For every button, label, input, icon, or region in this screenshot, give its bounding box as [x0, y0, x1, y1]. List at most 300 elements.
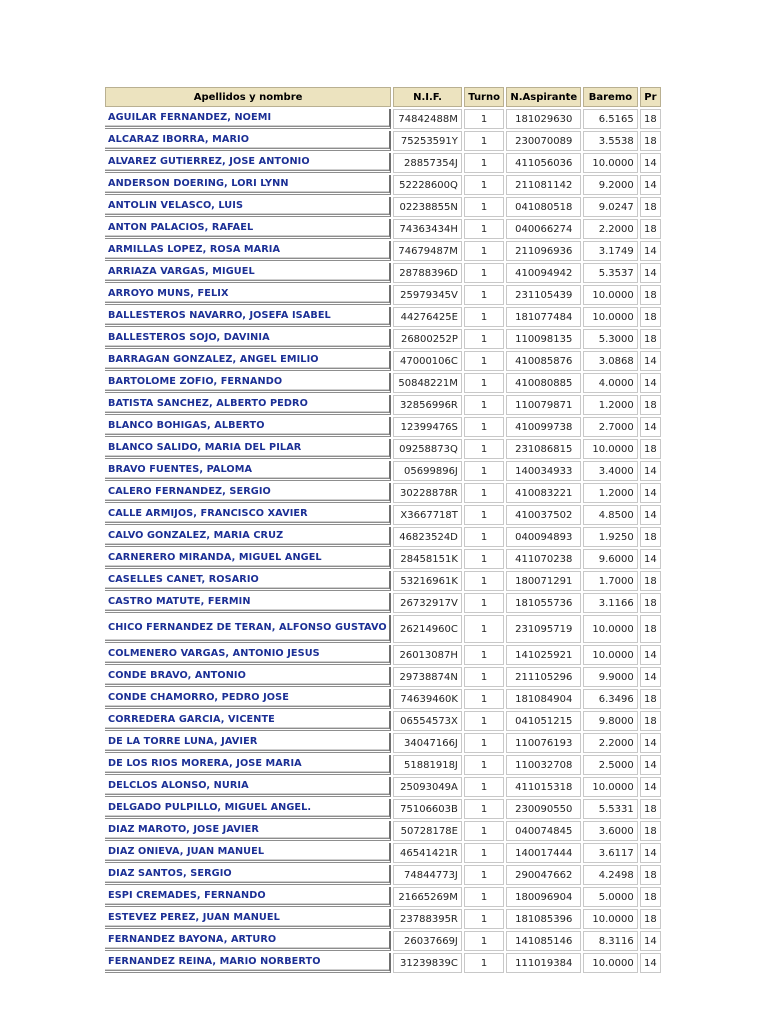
aspirant-name-link[interactable]: BLANCO BOHIGAS, ALBERTO — [108, 420, 265, 431]
cell-nif: 46541421R — [393, 843, 462, 863]
cell-nif: 44276425E — [393, 307, 462, 327]
cell-baremo: 10.0000 — [583, 953, 638, 973]
aspirant-name-link[interactable]: DIAZ MAROTO, JOSE JAVIER — [108, 824, 259, 835]
cell-baremo: 6.5165 — [583, 109, 638, 129]
aspirant-name-link[interactable]: CHICO FERNANDEZ DE TERAN, ALFONSO GUSTAVO — [108, 622, 387, 633]
cell-baremo: 1.2000 — [583, 395, 638, 415]
cell-baremo: 5.3000 — [583, 329, 638, 349]
cell-name[interactable] — [105, 439, 391, 459]
table-row — [105, 777, 661, 797]
cell-turno: 1 — [464, 645, 504, 665]
cell-turno: 1 — [464, 527, 504, 547]
cell-name[interactable] — [105, 153, 391, 173]
cell-nif: 74844773J — [393, 865, 462, 885]
cell-pr: 18 — [640, 593, 661, 613]
aspirant-name-link[interactable]: ALCARAZ IBORRA, MARIO — [108, 134, 250, 145]
cell-aspirante: 231095719 — [506, 615, 581, 643]
cell-name[interactable] — [105, 219, 391, 239]
cell-baremo: 10.0000 — [583, 153, 638, 173]
aspirant-name-link[interactable]: ESPI CREMADES, FERNANDO — [108, 890, 266, 901]
table-row — [105, 953, 661, 973]
cell-nif: 26800252P — [393, 329, 462, 349]
table-header-row — [105, 87, 661, 107]
cell-baremo: 3.5538 — [583, 131, 638, 151]
cell-name[interactable] — [105, 615, 391, 643]
header-turno: Turno — [464, 87, 504, 107]
cell-name[interactable] — [105, 109, 391, 129]
aspirant-name-link[interactable]: CASELLES CANET, ROSARIO — [108, 574, 259, 585]
aspirant-name-link[interactable]: ARROYO MUNS, FELIX — [108, 288, 229, 299]
table-row — [105, 461, 661, 481]
cell-name[interactable] — [105, 821, 391, 841]
aspirant-name-link[interactable]: DELGADO PULPILLO, MIGUEL ANGEL. — [108, 802, 312, 813]
cell-aspirante: 211105296 — [506, 667, 581, 687]
cell-aspirante: 140017444 — [506, 843, 581, 863]
cell-pr: 14 — [640, 645, 661, 665]
cell-aspirante: 290047662 — [506, 865, 581, 885]
aspirant-name-link[interactable]: DE LA TORRE LUNA, JAVIER — [108, 736, 258, 747]
aspirant-name-link[interactable]: FERNANDEZ REINA, MARIO NORBERTO — [108, 956, 321, 967]
table-row — [105, 593, 661, 613]
cell-nif: 75253591Y — [393, 131, 462, 151]
aspirant-name-link[interactable]: ANDERSON DOERING, LORI LYNN — [108, 178, 289, 189]
cell-name[interactable] — [105, 483, 391, 503]
table-row — [105, 351, 661, 371]
cell-pr: 18 — [640, 821, 661, 841]
aspirant-name-link[interactable]: COLMENERO VARGAS, ANTONIO JESUS — [108, 648, 320, 659]
aspirant-name-link[interactable]: BRAVO FUENTES, PALOMA — [108, 464, 253, 475]
cell-baremo: 10.0000 — [583, 615, 638, 643]
cell-name[interactable] — [105, 395, 391, 415]
cell-pr: 14 — [640, 351, 661, 371]
aspirant-name-link[interactable]: CALLE ARMIJOS, FRANCISCO XAVIER — [108, 508, 308, 519]
cell-nif: X3667718T — [393, 505, 462, 525]
table-row — [105, 733, 661, 753]
cell-name[interactable] — [105, 175, 391, 195]
table-row — [105, 865, 661, 885]
cell-aspirante: 410099738 — [506, 417, 581, 437]
aspirant-name-link[interactable]: BARRAGAN GONZALEZ, ANGEL EMILIO — [108, 354, 319, 365]
table-row — [105, 219, 661, 239]
cell-turno: 1 — [464, 483, 504, 503]
table-row — [105, 153, 661, 173]
cell-turno: 1 — [464, 197, 504, 217]
table-row — [105, 307, 661, 327]
cell-pr: 14 — [640, 175, 661, 195]
table-row — [105, 505, 661, 525]
cell-pr: 18 — [640, 711, 661, 731]
cell-nif: 28458151K — [393, 549, 462, 569]
cell-aspirante: 411070238 — [506, 549, 581, 569]
cell-baremo: 6.3496 — [583, 689, 638, 709]
cell-nif: 02238855N — [393, 197, 462, 217]
cell-name[interactable] — [105, 307, 391, 327]
table-row — [105, 175, 661, 195]
header-baremo: Baremo — [583, 87, 638, 107]
cell-pr: 18 — [640, 219, 661, 239]
cell-baremo: 10.0000 — [583, 777, 638, 797]
cell-turno: 1 — [464, 733, 504, 753]
cell-baremo: 9.0247 — [583, 197, 638, 217]
aspirant-name-link[interactable]: DIAZ ONIEVA, JUAN MANUEL — [108, 846, 265, 857]
table-row — [105, 373, 661, 393]
cell-aspirante: 230070089 — [506, 131, 581, 151]
cell-pr: 14 — [640, 241, 661, 261]
table-row — [105, 755, 661, 775]
cell-nif: 52228600Q — [393, 175, 462, 195]
cell-name[interactable] — [105, 733, 391, 753]
cell-baremo: 1.7000 — [583, 571, 638, 591]
cell-turno: 1 — [464, 799, 504, 819]
table-body — [105, 109, 661, 973]
cell-pr: 18 — [640, 109, 661, 129]
cell-nif: 25093049A — [393, 777, 462, 797]
cell-nif: 74639460K — [393, 689, 462, 709]
aspirant-name-link[interactable]: CONDE CHAMORRO, PEDRO JOSE — [108, 692, 289, 703]
cell-aspirante: 141085146 — [506, 931, 581, 951]
cell-name[interactable] — [105, 197, 391, 217]
cell-pr: 18 — [640, 307, 661, 327]
aspirant-name-link[interactable]: BLANCO SALIDO, MARIA DEL PILAR — [108, 442, 302, 453]
header-nif: N.I.F. — [393, 87, 462, 107]
aspirant-name-link[interactable]: ARRIAZA VARGAS, MIGUEL — [108, 266, 255, 277]
cell-baremo: 10.0000 — [583, 909, 638, 929]
table-row — [105, 571, 661, 591]
cell-pr: 14 — [640, 777, 661, 797]
cell-pr: 18 — [640, 799, 661, 819]
cell-aspirante: 181084904 — [506, 689, 581, 709]
cell-name[interactable] — [105, 645, 391, 665]
cell-turno: 1 — [464, 549, 504, 569]
cell-pr: 14 — [640, 843, 661, 863]
cell-baremo: 9.9000 — [583, 667, 638, 687]
aspirants-table-container — [105, 85, 663, 975]
cell-pr: 18 — [640, 395, 661, 415]
cell-pr: 18 — [640, 571, 661, 591]
cell-pr: 14 — [640, 505, 661, 525]
cell-nif: 31239839C — [393, 953, 462, 973]
cell-turno: 1 — [464, 777, 504, 797]
cell-nif: 26013087H — [393, 645, 462, 665]
aspirant-name-link[interactable]: ANTOLIN VELASCO, LUIS — [108, 200, 244, 211]
aspirant-name-link[interactable]: CONDE BRAVO, ANTONIO — [108, 670, 246, 681]
cell-pr: 14 — [640, 549, 661, 569]
cell-pr: 18 — [640, 887, 661, 907]
cell-baremo: 4.2498 — [583, 865, 638, 885]
cell-name[interactable] — [105, 799, 391, 819]
cell-aspirante: 141025921 — [506, 645, 581, 665]
cell-pr: 18 — [640, 285, 661, 305]
cell-name[interactable] — [105, 241, 391, 261]
cell-nif: 75106603B — [393, 799, 462, 819]
cell-nif: 51881918J — [393, 755, 462, 775]
header-apellidos-nombre: Apellidos y nombre — [105, 87, 391, 107]
cell-pr: 18 — [640, 615, 661, 643]
cell-pr: 14 — [640, 733, 661, 753]
cell-nif: 32856996R — [393, 395, 462, 415]
cell-pr: 14 — [640, 417, 661, 437]
cell-turno: 1 — [464, 307, 504, 327]
aspirant-name-link[interactable]: DE LOS RIOS MORERA, JOSE MARIA — [108, 758, 302, 769]
aspirant-name-link[interactable]: CORREDERA GARCIA, VICENTE — [108, 714, 275, 725]
cell-baremo: 1.2000 — [583, 483, 638, 503]
cell-baremo: 3.1749 — [583, 241, 638, 261]
cell-turno: 1 — [464, 505, 504, 525]
cell-turno: 1 — [464, 843, 504, 863]
cell-pr: 14 — [640, 755, 661, 775]
cell-nif: 21665269M — [393, 887, 462, 907]
cell-name[interactable] — [105, 263, 391, 283]
cell-nif: 74679487M — [393, 241, 462, 261]
cell-name[interactable] — [105, 667, 391, 687]
cell-baremo: 5.0000 — [583, 887, 638, 907]
table-row — [105, 417, 661, 437]
cell-name[interactable] — [105, 549, 391, 569]
cell-pr: 18 — [640, 527, 661, 547]
table-row — [105, 843, 661, 863]
cell-baremo: 4.0000 — [583, 373, 638, 393]
cell-pr: 18 — [640, 329, 661, 349]
aspirant-name-link[interactable]: BARTOLOME ZOFIO, FERNANDO — [108, 376, 283, 387]
table-row — [105, 887, 661, 907]
cell-name[interactable] — [105, 755, 391, 775]
cell-pr: 14 — [640, 461, 661, 481]
cell-baremo: 2.7000 — [583, 417, 638, 437]
cell-aspirante: 181055736 — [506, 593, 581, 613]
cell-name[interactable] — [105, 887, 391, 907]
cell-turno: 1 — [464, 615, 504, 643]
cell-turno: 1 — [464, 131, 504, 151]
cell-turno: 1 — [464, 461, 504, 481]
cell-name[interactable] — [105, 909, 391, 929]
cell-aspirante: 110079871 — [506, 395, 581, 415]
cell-turno: 1 — [464, 153, 504, 173]
cell-name[interactable] — [105, 843, 391, 863]
table-row — [105, 821, 661, 841]
cell-name[interactable] — [105, 351, 391, 371]
cell-turno: 1 — [464, 219, 504, 239]
aspirant-name-link[interactable]: BALLESTEROS SOJO, DAVINIA — [108, 332, 270, 343]
table-row — [105, 549, 661, 569]
cell-nif: 34047166J — [393, 733, 462, 753]
table-row — [105, 197, 661, 217]
cell-name[interactable] — [105, 931, 391, 951]
cell-pr: 18 — [640, 197, 661, 217]
cell-pr: 14 — [640, 931, 661, 951]
cell-baremo: 4.8500 — [583, 505, 638, 525]
cell-baremo: 10.0000 — [583, 307, 638, 327]
cell-aspirante: 410037502 — [506, 505, 581, 525]
aspirants-table — [103, 85, 663, 975]
cell-turno: 1 — [464, 417, 504, 437]
cell-turno: 1 — [464, 865, 504, 885]
aspirant-name-link[interactable]: DIAZ SANTOS, SERGIO — [108, 868, 232, 879]
cell-aspirante: 231086815 — [506, 439, 581, 459]
cell-pr: 18 — [640, 909, 661, 929]
cell-turno: 1 — [464, 711, 504, 731]
cell-aspirante: 231105439 — [506, 285, 581, 305]
cell-nif: 50728178E — [393, 821, 462, 841]
cell-turno: 1 — [464, 241, 504, 261]
cell-pr: 14 — [640, 263, 661, 283]
cell-name[interactable] — [105, 505, 391, 525]
cell-turno: 1 — [464, 263, 504, 283]
aspirant-name-link[interactable]: CARNERERO MIRANDA, MIGUEL ANGEL — [108, 552, 322, 563]
cell-turno: 1 — [464, 395, 504, 415]
cell-aspirante: 180096904 — [506, 887, 581, 907]
cell-nif: 28857354J — [393, 153, 462, 173]
cell-aspirante: 410080885 — [506, 373, 581, 393]
cell-baremo: 5.3537 — [583, 263, 638, 283]
table-row — [105, 711, 661, 731]
cell-name[interactable] — [105, 329, 391, 349]
cell-nif: 23788395R — [393, 909, 462, 929]
cell-turno: 1 — [464, 439, 504, 459]
cell-baremo: 2.2000 — [583, 733, 638, 753]
cell-nif: 26214960C — [393, 615, 462, 643]
cell-aspirante: 140034933 — [506, 461, 581, 481]
table-row — [105, 285, 661, 305]
cell-aspirante: 181029630 — [506, 109, 581, 129]
cell-name[interactable] — [105, 527, 391, 547]
cell-aspirante: 041080518 — [506, 197, 581, 217]
cell-pr: 14 — [640, 953, 661, 973]
aspirant-name-link[interactable]: CALVO GONZALEZ, MARIA CRUZ — [108, 530, 284, 541]
cell-nif: 29738874N — [393, 667, 462, 687]
cell-nif: 09258873Q — [393, 439, 462, 459]
cell-name[interactable] — [105, 593, 391, 613]
cell-pr: 14 — [640, 667, 661, 687]
aspirant-name-link[interactable]: AGUILAR FERNANDEZ, NOEMI — [108, 112, 272, 123]
table-row — [105, 241, 661, 261]
cell-aspirante: 110076193 — [506, 733, 581, 753]
cell-baremo: 9.2000 — [583, 175, 638, 195]
cell-turno: 1 — [464, 931, 504, 951]
cell-turno: 1 — [464, 373, 504, 393]
cell-nif: 06554573X — [393, 711, 462, 731]
cell-turno: 1 — [464, 593, 504, 613]
cell-aspirante: 040066274 — [506, 219, 581, 239]
header-pr: Pr — [640, 87, 661, 107]
cell-name[interactable] — [105, 131, 391, 151]
cell-baremo: 3.6000 — [583, 821, 638, 841]
cell-turno: 1 — [464, 887, 504, 907]
cell-aspirante: 041051215 — [506, 711, 581, 731]
cell-turno: 1 — [464, 571, 504, 591]
cell-name[interactable] — [105, 953, 391, 973]
aspirant-name-link[interactable]: ALVAREZ GUTIERREZ, JOSE ANTONIO — [108, 156, 310, 167]
cell-turno: 1 — [464, 909, 504, 929]
cell-nif: 25979345V — [393, 285, 462, 305]
cell-baremo: 2.5000 — [583, 755, 638, 775]
cell-name[interactable] — [105, 571, 391, 591]
cell-aspirante: 181077484 — [506, 307, 581, 327]
aspirant-name-link[interactable]: ESTEVEZ PEREZ, JUAN MANUEL — [108, 912, 280, 923]
cell-baremo: 1.9250 — [583, 527, 638, 547]
cell-aspirante: 040094893 — [506, 527, 581, 547]
cell-pr: 18 — [640, 689, 661, 709]
cell-baremo: 9.6000 — [583, 549, 638, 569]
cell-nif: 26732917V — [393, 593, 462, 613]
aspirant-name-link[interactable]: BALLESTEROS NAVARRO, JOSEFA ISABEL — [108, 310, 331, 321]
table-row — [105, 131, 661, 151]
aspirant-name-link[interactable]: BATISTA SANCHEZ, ALBERTO PEDRO — [108, 398, 308, 409]
cell-aspirante: 411015318 — [506, 777, 581, 797]
table-row — [105, 439, 661, 459]
cell-aspirante: 211081142 — [506, 175, 581, 195]
cell-nif: 47000106C — [393, 351, 462, 371]
table-row — [105, 667, 661, 687]
aspirant-name-link[interactable]: DELCLOS ALONSO, NURIA — [108, 780, 249, 791]
cell-aspirante: 110098135 — [506, 329, 581, 349]
cell-aspirante: 411056036 — [506, 153, 581, 173]
table-row — [105, 109, 661, 129]
cell-nif: 05699896J — [393, 461, 462, 481]
cell-baremo: 9.8000 — [583, 711, 638, 731]
cell-name[interactable] — [105, 689, 391, 709]
aspirant-name-link[interactable]: CASTRO MATUTE, FERMIN — [108, 596, 251, 607]
table-row — [105, 263, 661, 283]
cell-nif: 74363434H — [393, 219, 462, 239]
cell-pr: 14 — [640, 373, 661, 393]
table-row — [105, 329, 661, 349]
cell-nif: 12399476S — [393, 417, 462, 437]
cell-nif: 46823524D — [393, 527, 462, 547]
cell-name[interactable] — [105, 777, 391, 797]
table-row — [105, 931, 661, 951]
cell-nif: 28788396D — [393, 263, 462, 283]
table-row — [105, 527, 661, 547]
cell-aspirante: 180071291 — [506, 571, 581, 591]
cell-aspirante: 111019384 — [506, 953, 581, 973]
cell-turno: 1 — [464, 285, 504, 305]
cell-aspirante: 110032708 — [506, 755, 581, 775]
cell-baremo: 3.0868 — [583, 351, 638, 371]
cell-turno: 1 — [464, 329, 504, 349]
aspirant-name-link[interactable]: FERNANDEZ BAYONA, ARTURO — [108, 934, 277, 945]
cell-pr: 18 — [640, 439, 661, 459]
cell-aspirante: 410085876 — [506, 351, 581, 371]
aspirant-name-link[interactable]: ANTON PALACIOS, RAFAEL — [108, 222, 254, 233]
cell-name[interactable] — [105, 285, 391, 305]
cell-baremo: 3.4000 — [583, 461, 638, 481]
cell-aspirante: 410083221 — [506, 483, 581, 503]
cell-name[interactable] — [105, 417, 391, 437]
table-row — [105, 909, 661, 929]
cell-name[interactable] — [105, 461, 391, 481]
cell-baremo: 10.0000 — [583, 645, 638, 665]
cell-nif: 26037669J — [393, 931, 462, 951]
cell-nif: 74842488M — [393, 109, 462, 129]
aspirant-name-link[interactable]: ARMILLAS LOPEZ, ROSA MARIA — [108, 244, 281, 255]
cell-name[interactable] — [105, 865, 391, 885]
cell-turno: 1 — [464, 351, 504, 371]
table-row — [105, 395, 661, 415]
cell-baremo: 2.2000 — [583, 219, 638, 239]
cell-name[interactable] — [105, 711, 391, 731]
cell-turno: 1 — [464, 109, 504, 129]
cell-baremo: 10.0000 — [583, 285, 638, 305]
cell-pr: 18 — [640, 131, 661, 151]
cell-aspirante: 181085396 — [506, 909, 581, 929]
cell-name[interactable] — [105, 373, 391, 393]
table-row — [105, 615, 661, 643]
cell-baremo: 8.3116 — [583, 931, 638, 951]
aspirant-name-link[interactable]: CALERO FERNANDEZ, SERGIO — [108, 486, 271, 497]
cell-turno: 1 — [464, 821, 504, 841]
cell-turno: 1 — [464, 755, 504, 775]
cell-pr: 14 — [640, 153, 661, 173]
